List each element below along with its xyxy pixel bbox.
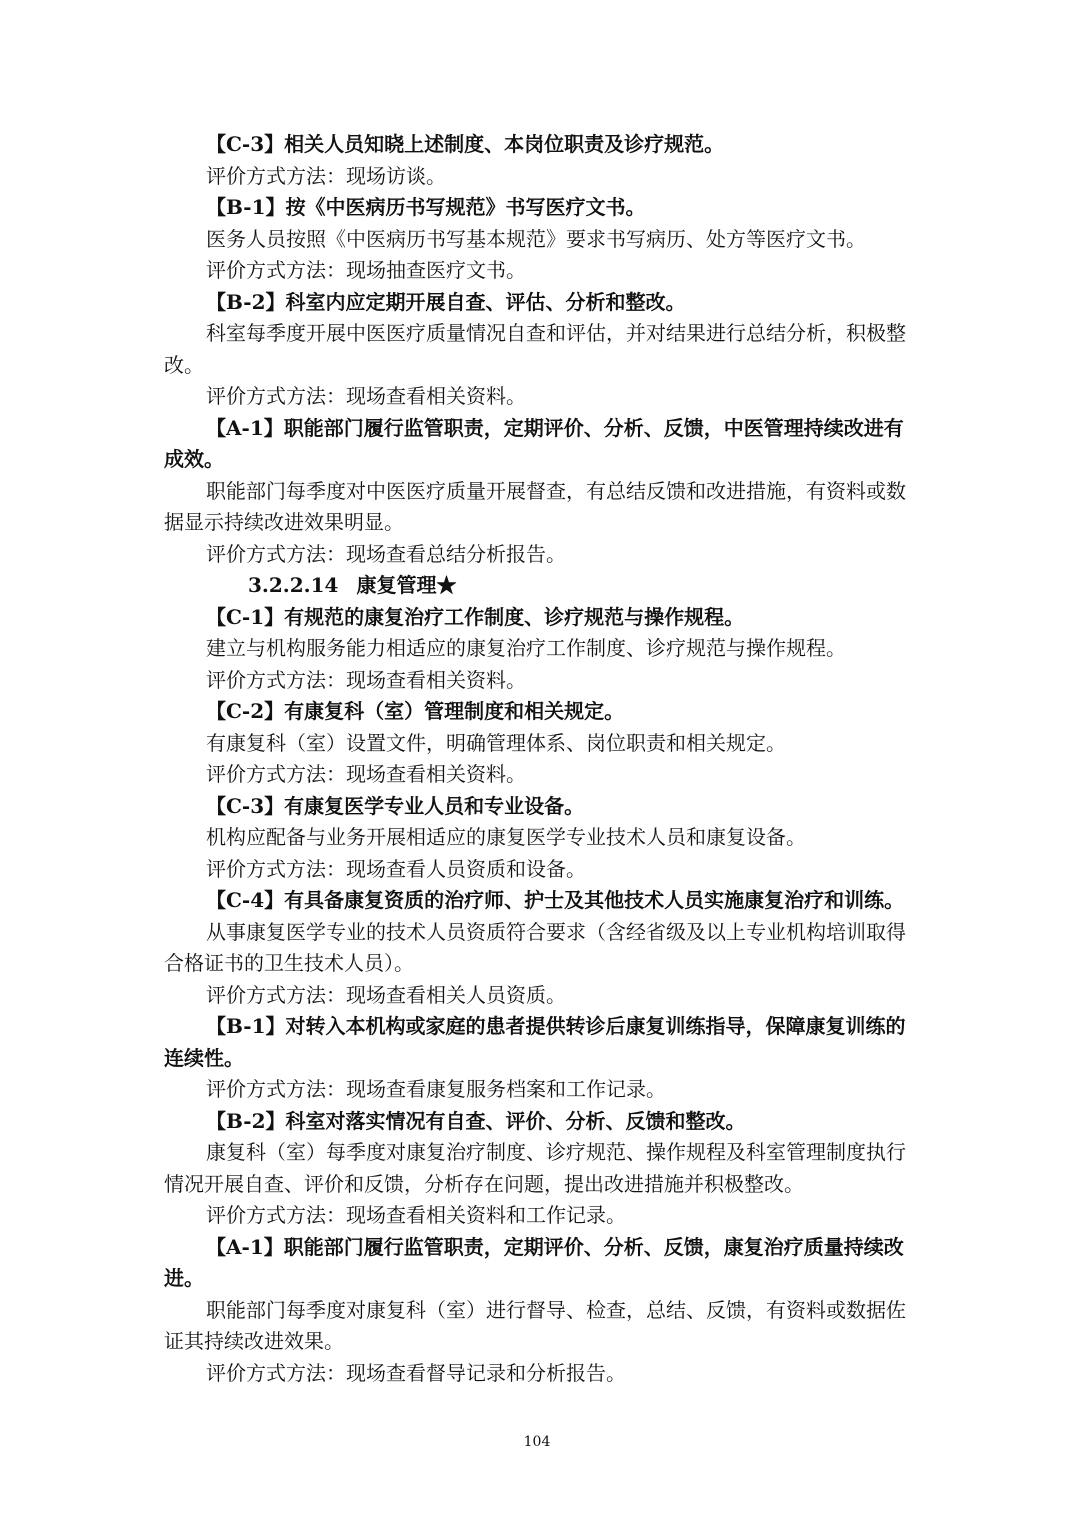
- body-text-line: 机构应配备与业务开展相适应的康复医学专业技术人员和康复设备。: [206, 825, 806, 849]
- body-text-line: 评价方式方法：现场查看督导记录和分析报告。: [206, 1360, 626, 1385]
- body-text-line: 康复科（室）每季度对康复治疗制度、诊疗规范、操作规程及科室管理制度执行情况开展自查、评价和反馈，分析存在问题，提出改进措施并积极整改。: [164, 1140, 906, 1196]
- body-text-line: 评价方式方法：现场抽查医疗文书。: [206, 258, 526, 282]
- body-text-line: 评价方式方法：现场查看相关资料。: [206, 667, 526, 692]
- content-block-upper: [164, 129, 914, 570]
- section-heading: [164, 570, 914, 602]
- body-text-line: 评价方式方法：现场查看相关人员资质。: [206, 982, 566, 1007]
- criterion-heading: 【C-2】有康复科（室）管理制度和相关规定。: [206, 699, 625, 723]
- criterion-heading: 【B-2】科室对落实情况有自查、评价、分析、反馈和整改。: [206, 1108, 746, 1133]
- body-text-line: 从事康复医学专业的技术人员资质符合要求（含经省级及以上专业机构培训取得合格证书的卫生技术人员）。: [164, 919, 906, 975]
- body-text-line: 评价方式方法：现场查看总结分析报告。: [206, 541, 566, 566]
- section-number: 3.2.2.14: [248, 573, 339, 597]
- criterion-heading: 【B-2】科室内应定期开展自查、评估、分析和整改。: [206, 289, 686, 314]
- criterion-heading: 【C-3】相关人员知晓上述制度、本岗位职责及诊疗规范。: [206, 132, 725, 156]
- body-text-line: 评价方式方法：现场查看相关资料和工作记录。: [206, 1203, 626, 1227]
- criterion-heading: 【C-1】有规范的康复治疗工作制度、诊疗规范与操作规程。: [206, 604, 745, 629]
- body-text-line: 评价方式方法：现场访谈。: [206, 163, 446, 188]
- body-text-line: 有康复科（室）设置文件，明确管理体系、岗位职责和相关规定。: [206, 730, 786, 755]
- body-text-line: 评价方式方法：现场查看相关资料。: [206, 384, 526, 408]
- body-text-line: 建立与机构服务能力相适应的康复治疗工作制度、诊疗规范与操作规程。: [206, 636, 846, 660]
- section-title: 康复管理★: [356, 573, 457, 597]
- body-text-line: 医务人员按照《中医病历书写基本规范》要求书写病历、处方等医疗文书。: [206, 226, 866, 251]
- body-text-line: 评价方式方法：现场查看人员资质和设备。: [206, 856, 586, 881]
- page-number: 104: [523, 1434, 551, 1450]
- criterion-heading: 【A-1】职能部门履行监管职责，定期评价、分析、反馈，中医管理持续改进有成效。: [164, 415, 904, 471]
- criterion-heading: 【C-4】有具备康复资质的治疗师、护士及其他技术人员实施康复治疗和训练。: [206, 888, 905, 912]
- body-text-line: 职能部门每季度对中医医疗质量开展督查，有总结反馈和改进措施，有资料或数据显示持续改进效果明显。: [164, 478, 906, 534]
- body-text-line: 评价方式方法：现场查看相关资料。: [206, 762, 526, 786]
- criterion-heading: 【C-3】有康复医学专业人员和专业设备。: [206, 793, 585, 818]
- page-content: [164, 129, 914, 1389]
- criterion-heading: 【A-1】职能部门履行监管职责，定期评价、分析、反馈，康复治疗质量持续改进。: [164, 1234, 904, 1290]
- body-text-line: 评价方式方法：现场查看康复服务档案和工作记录。: [206, 1077, 666, 1101]
- criterion-heading: 【B-1】按《中医病历书写规范》书写医疗文书。: [206, 195, 646, 219]
- content-block-lower: [164, 602, 914, 1390]
- body-text-line: 科室每季度开展中医医疗质量情况自查和评估，并对结果进行总结分析，积极整改。: [164, 321, 906, 377]
- criterion-heading: 【B-1】对转入本机构或家庭的患者提供转诊后康复训练指导，保障康复训练的连续性。: [164, 1014, 906, 1070]
- body-text-line: 职能部门每季度对康复科（室）进行督导、检查，总结、反馈，有资料或数据佐证其持续改进效果。: [164, 1297, 906, 1353]
